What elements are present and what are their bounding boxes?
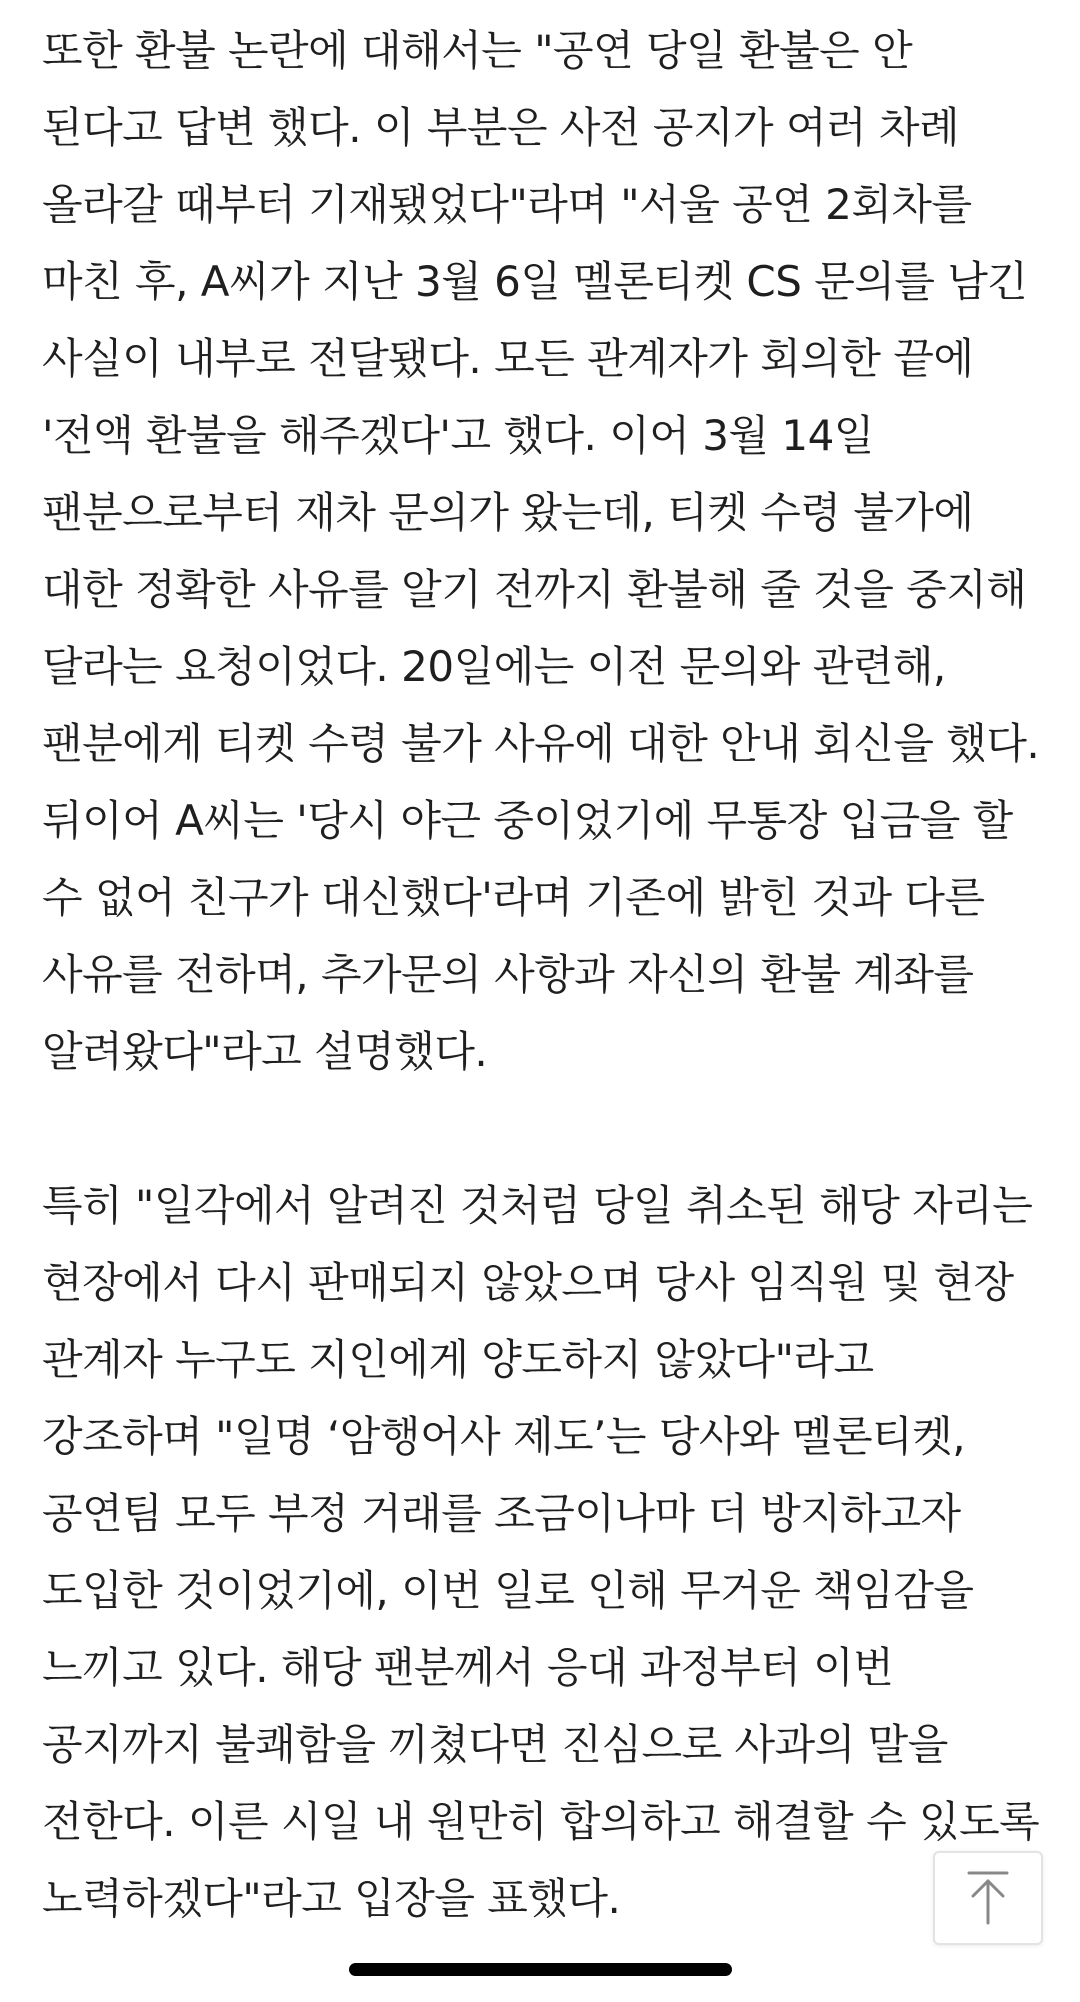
scroll-to-top-button[interactable] [933,1851,1043,1945]
article-body [42,12,1042,1937]
article-paragraph-statement: 특히 "일각에서 알려진 것처럼 당일 취소된 해당 자리는 현장에서 다시 판매되지 않았으며 당사 임직원 및 현장 관계자 누구도 지인에게 양도하지 않았다"라고 강조하며 "일명 ‘암행어사 제도’는 당사와 멜론티켓, 공연팀 모두 부정 거래를 조금이나마 더 방지하고자 도입한 것이었기에, 이번 일로 인해 무거운 책임감을 느끼고 있다. 해당 팬분께서 응대 과정부터 이번 공지까지 불쾌함을 끼쳤다면 진심으로 사과의 말을 전한다. 이른 시일 내 원만히 합의하고 해결할 수 있도록 노력하겠다"라고 입장을 표했다. [42,1181,1040,1923]
paragraph-spacer [42,1090,1042,1167]
article-paragraph-refund: 또한 환불 논란에 대해서는 "공연 당일 환불은 안 된다고 답변 했다. 이 부분은 사전 공지가 여러 차례 올라갈 때부터 기재됐었다"라며 "서울 공연 2회차를 마친 후, A씨가 지난 3월 6일 멜론티켓 CS 문의를 남긴 사실이 내부로 전달됐다. 모든 관계자가 회의한 끝에 '전액 환불을 해주겠다'고 했다. 이어 3월 14일 팬분으로부터 재차 문의가 왔는데, 티켓 수령 불가에 대한 정확한 사유를 알기 전까지 환불해 줄 것을 중지해 달라는 요청이었다. 20일에는 이전 문의와 관련해, 팬분에게 티켓 수령 불가 사유에 대한 안내 회신을 했다. 뒤이어 A씨는 '당시 야근 중이었기에 무통장 입금을 할 수 없어 친구가 대신했다'라며 기존에 밝힌 것과 다른 사유를 전하며, 추가문의 사항과 자신의 환불 계좌를 알려왔다"라고 설명했다. [42,26,1040,1076]
arrow-up-to-line-icon [966,1870,1010,1926]
home-indicator [349,1963,732,1976]
